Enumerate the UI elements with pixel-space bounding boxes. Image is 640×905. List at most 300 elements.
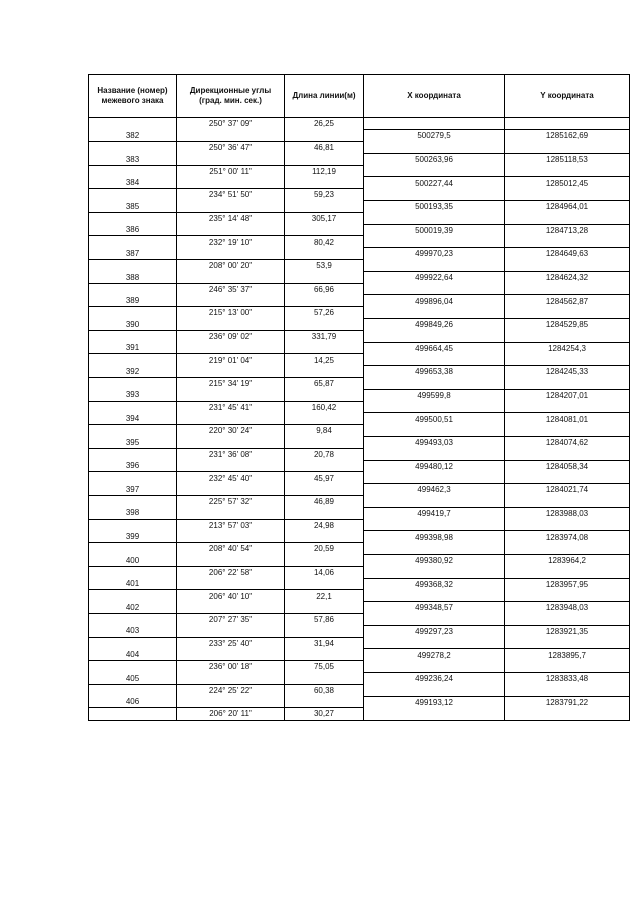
line-length: 31,94 bbox=[285, 637, 364, 649]
point-name-spacer bbox=[89, 378, 177, 390]
x-spacer bbox=[364, 613, 505, 625]
y-coordinate: 1283988,03 bbox=[505, 507, 630, 519]
direction-angle: 224° 25' 22" bbox=[177, 684, 285, 696]
segment-row bbox=[89, 330, 630, 342]
angle-spacer bbox=[177, 696, 285, 708]
angle-spacer bbox=[177, 201, 285, 213]
point-row bbox=[89, 460, 630, 472]
point-name-spacer bbox=[89, 684, 177, 696]
length-spacer bbox=[285, 672, 364, 684]
y-coordinate: 1283948,03 bbox=[505, 602, 630, 614]
y-coordinate: 1284021,74 bbox=[505, 484, 630, 496]
y-spacer bbox=[505, 142, 630, 154]
x-spacer bbox=[364, 590, 505, 602]
point-row bbox=[89, 130, 630, 142]
line-length: 112,19 bbox=[285, 165, 364, 177]
direction-angle: 250° 36' 47" bbox=[177, 142, 285, 154]
y-coordinate: 1284254,3 bbox=[505, 342, 630, 354]
line-length: 30,27 bbox=[285, 708, 364, 720]
x-spacer bbox=[364, 142, 505, 154]
x-spacer bbox=[364, 519, 505, 531]
length-spacer bbox=[285, 460, 364, 472]
x-spacer bbox=[364, 236, 505, 248]
x-spacer bbox=[364, 708, 505, 720]
direction-angle: 219° 01' 04" bbox=[177, 354, 285, 366]
segment-row bbox=[89, 236, 630, 248]
point-name: 397 bbox=[89, 484, 177, 496]
point-name-spacer bbox=[89, 142, 177, 154]
point-name-spacer bbox=[89, 566, 177, 578]
length-spacer bbox=[285, 130, 364, 142]
length-spacer bbox=[285, 413, 364, 425]
point-row bbox=[89, 507, 630, 519]
segment-row bbox=[89, 613, 630, 625]
point-name: 389 bbox=[89, 295, 177, 307]
angle-spacer bbox=[177, 484, 285, 496]
x-spacer bbox=[364, 330, 505, 342]
point-name: 405 bbox=[89, 672, 177, 684]
point-name-spacer bbox=[89, 401, 177, 413]
point-name: 394 bbox=[89, 413, 177, 425]
y-spacer bbox=[505, 401, 630, 413]
y-coordinate: 1283964,2 bbox=[505, 554, 630, 566]
length-spacer bbox=[285, 578, 364, 590]
segment-row bbox=[89, 378, 630, 390]
table-body bbox=[89, 118, 630, 721]
point-name: 383 bbox=[89, 153, 177, 165]
segment-row bbox=[89, 472, 630, 484]
y-coordinate: 1285162,69 bbox=[505, 130, 630, 142]
point-name-spacer bbox=[89, 212, 177, 224]
length-spacer bbox=[285, 295, 364, 307]
angle-spacer bbox=[177, 271, 285, 283]
direction-angle: 220° 30' 24" bbox=[177, 425, 285, 437]
direction-angle: 208° 40' 54" bbox=[177, 543, 285, 555]
point-row bbox=[89, 271, 630, 283]
point-name-spacer bbox=[89, 425, 177, 437]
line-length: 22,1 bbox=[285, 590, 364, 602]
y-coordinate: 1283791,22 bbox=[505, 696, 630, 708]
line-length: 46,81 bbox=[285, 142, 364, 154]
x-coordinate: 500263,96 bbox=[364, 153, 505, 165]
point-row bbox=[89, 602, 630, 614]
y-coordinate: 1284649,63 bbox=[505, 248, 630, 260]
point-name: 382 bbox=[89, 130, 177, 142]
point-name-spacer bbox=[89, 448, 177, 460]
y-coordinate: 1284562,87 bbox=[505, 295, 630, 307]
point-name-spacer bbox=[89, 543, 177, 555]
angle-spacer bbox=[177, 130, 285, 142]
point-name: 384 bbox=[89, 177, 177, 189]
x-coordinate: 499480,12 bbox=[364, 460, 505, 472]
line-length: 20,59 bbox=[285, 543, 364, 555]
x-spacer bbox=[364, 165, 505, 177]
segment-row bbox=[89, 590, 630, 602]
line-length: 331,79 bbox=[285, 330, 364, 342]
point-name: 391 bbox=[89, 342, 177, 354]
direction-angle: 236° 00' 18" bbox=[177, 661, 285, 673]
length-spacer bbox=[285, 602, 364, 614]
point-row bbox=[89, 319, 630, 331]
angle-spacer bbox=[177, 342, 285, 354]
direction-angle: 246° 35' 37" bbox=[177, 283, 285, 295]
x-coordinate: 499236,24 bbox=[364, 672, 505, 684]
point-row bbox=[89, 389, 630, 401]
point-name-spacer bbox=[89, 118, 177, 130]
point-name-spacer bbox=[89, 661, 177, 673]
y-spacer bbox=[505, 425, 630, 437]
line-length: 46,89 bbox=[285, 496, 364, 508]
point-row bbox=[89, 413, 630, 425]
line-length: 45,97 bbox=[285, 472, 364, 484]
y-spacer bbox=[505, 661, 630, 673]
length-spacer bbox=[285, 201, 364, 213]
x-spacer bbox=[364, 354, 505, 366]
line-length: 9,84 bbox=[285, 425, 364, 437]
segment-row bbox=[89, 425, 630, 437]
segment-row bbox=[89, 637, 630, 649]
angle-spacer bbox=[177, 602, 285, 614]
y-spacer bbox=[505, 684, 630, 696]
angle-spacer bbox=[177, 177, 285, 189]
x-spacer bbox=[364, 401, 505, 413]
x-coordinate: 499653,38 bbox=[364, 366, 505, 378]
y-coordinate: 1284624,32 bbox=[505, 271, 630, 283]
direction-angle: 231° 36' 08" bbox=[177, 448, 285, 460]
y-coordinate: 1284058,34 bbox=[505, 460, 630, 472]
point-name-spacer bbox=[89, 307, 177, 319]
point-row bbox=[89, 201, 630, 213]
segment-row bbox=[89, 212, 630, 224]
x-coordinate: 499493,03 bbox=[364, 437, 505, 449]
angle-spacer bbox=[177, 578, 285, 590]
segment-row bbox=[89, 165, 630, 177]
point-row bbox=[89, 177, 630, 189]
y-spacer bbox=[505, 543, 630, 555]
y-spacer bbox=[505, 637, 630, 649]
y-spacer bbox=[505, 118, 630, 130]
point-name: 400 bbox=[89, 554, 177, 566]
y-coordinate: 1285118,53 bbox=[505, 153, 630, 165]
line-length: 75,05 bbox=[285, 661, 364, 673]
angle-spacer bbox=[177, 295, 285, 307]
y-coordinate: 1283921,35 bbox=[505, 625, 630, 637]
point-name: 393 bbox=[89, 389, 177, 401]
point-name-spacer bbox=[89, 637, 177, 649]
x-coordinate: 499970,23 bbox=[364, 248, 505, 260]
angle-spacer bbox=[177, 531, 285, 543]
direction-angle: 232° 19' 10" bbox=[177, 236, 285, 248]
segment-row bbox=[89, 283, 630, 295]
x-coordinate: 499368,32 bbox=[364, 578, 505, 590]
x-coordinate: 500193,35 bbox=[364, 201, 505, 213]
x-spacer bbox=[364, 472, 505, 484]
header-length: Длина линии(м) bbox=[285, 75, 364, 118]
x-spacer bbox=[364, 189, 505, 201]
y-coordinate: 1283895,7 bbox=[505, 649, 630, 661]
point-row bbox=[89, 649, 630, 661]
point-row bbox=[89, 554, 630, 566]
line-length: 24,98 bbox=[285, 519, 364, 531]
direction-angle: 236° 09' 02" bbox=[177, 330, 285, 342]
line-length: 60,38 bbox=[285, 684, 364, 696]
line-length: 26,25 bbox=[285, 118, 364, 130]
direction-angle: 225° 57' 32" bbox=[177, 496, 285, 508]
angle-spacer bbox=[177, 649, 285, 661]
direction-angle: 208° 00' 20" bbox=[177, 260, 285, 272]
y-coordinate: 1284081,01 bbox=[505, 413, 630, 425]
direction-angle: 233° 25' 40" bbox=[177, 637, 285, 649]
length-spacer bbox=[285, 554, 364, 566]
segment-row bbox=[89, 307, 630, 319]
line-length: 160,42 bbox=[285, 401, 364, 413]
angle-spacer bbox=[177, 153, 285, 165]
y-spacer bbox=[505, 236, 630, 248]
point-name-spacer bbox=[89, 260, 177, 272]
point-name: 392 bbox=[89, 366, 177, 378]
y-coordinate: 1283957,95 bbox=[505, 578, 630, 590]
y-coordinate: 1283833,48 bbox=[505, 672, 630, 684]
x-spacer bbox=[364, 496, 505, 508]
x-coordinate: 499922,64 bbox=[364, 271, 505, 283]
point-row bbox=[89, 578, 630, 590]
point-name: 403 bbox=[89, 625, 177, 637]
angle-spacer bbox=[177, 248, 285, 260]
direction-angle: 207° 27' 35" bbox=[177, 613, 285, 625]
direction-angle: 206° 40' 10" bbox=[177, 590, 285, 602]
x-spacer bbox=[364, 118, 505, 130]
direction-angle: 250° 37' 09" bbox=[177, 118, 285, 130]
angle-spacer bbox=[177, 366, 285, 378]
angle-spacer bbox=[177, 437, 285, 449]
angle-spacer bbox=[177, 389, 285, 401]
point-row bbox=[89, 224, 630, 236]
point-name: 401 bbox=[89, 578, 177, 590]
segment-row bbox=[89, 496, 630, 508]
angle-spacer bbox=[177, 625, 285, 637]
angle-spacer bbox=[177, 224, 285, 236]
y-coordinate: 1284529,85 bbox=[505, 319, 630, 331]
point-name: 402 bbox=[89, 602, 177, 614]
y-spacer bbox=[505, 283, 630, 295]
direction-angle: 213° 57' 03" bbox=[177, 519, 285, 531]
x-coordinate: 499664,45 bbox=[364, 342, 505, 354]
header-y: Y координата bbox=[505, 75, 630, 118]
y-spacer bbox=[505, 566, 630, 578]
header-name: Название (номер) межевого знака bbox=[89, 75, 177, 118]
point-name: 385 bbox=[89, 201, 177, 213]
point-row bbox=[89, 153, 630, 165]
point-name-spacer bbox=[89, 165, 177, 177]
y-spacer bbox=[505, 212, 630, 224]
x-coordinate: 500279,5 bbox=[364, 130, 505, 142]
angle-spacer bbox=[177, 413, 285, 425]
segment-row bbox=[89, 519, 630, 531]
length-spacer bbox=[285, 649, 364, 661]
segment-row bbox=[89, 401, 630, 413]
direction-angle: 231° 45' 41" bbox=[177, 401, 285, 413]
y-spacer bbox=[505, 307, 630, 319]
x-spacer bbox=[364, 283, 505, 295]
length-spacer bbox=[285, 531, 364, 543]
x-spacer bbox=[364, 425, 505, 437]
length-spacer bbox=[285, 625, 364, 637]
direction-angle: 234° 51' 50" bbox=[177, 189, 285, 201]
line-length: 80,42 bbox=[285, 236, 364, 248]
x-spacer bbox=[364, 684, 505, 696]
line-length: 59,23 bbox=[285, 189, 364, 201]
point-name: 396 bbox=[89, 460, 177, 472]
length-spacer bbox=[285, 153, 364, 165]
point-row bbox=[89, 437, 630, 449]
y-spacer bbox=[505, 448, 630, 460]
angle-spacer bbox=[177, 460, 285, 472]
direction-angle: 215° 34' 19" bbox=[177, 378, 285, 390]
length-spacer bbox=[285, 437, 364, 449]
direction-angle: 251° 00' 11" bbox=[177, 165, 285, 177]
point-name-spacer bbox=[89, 189, 177, 201]
length-spacer bbox=[285, 319, 364, 331]
x-spacer bbox=[364, 566, 505, 578]
y-coordinate: 1285012,45 bbox=[505, 177, 630, 189]
point-row bbox=[89, 295, 630, 307]
header-angle: Дирекционные углы (град. мин. сек.) bbox=[177, 75, 285, 118]
point-name: 390 bbox=[89, 319, 177, 331]
line-length: 305,17 bbox=[285, 212, 364, 224]
y-coordinate: 1284713,28 bbox=[505, 224, 630, 236]
x-spacer bbox=[364, 212, 505, 224]
point-name: 386 bbox=[89, 224, 177, 236]
segment-row bbox=[89, 118, 630, 130]
header-x: X координата bbox=[364, 75, 505, 118]
y-spacer bbox=[505, 260, 630, 272]
x-spacer bbox=[364, 448, 505, 460]
length-spacer bbox=[285, 507, 364, 519]
length-spacer bbox=[285, 271, 364, 283]
point-name-spacer bbox=[89, 472, 177, 484]
y-spacer bbox=[505, 354, 630, 366]
segment-row bbox=[89, 260, 630, 272]
point-row bbox=[89, 342, 630, 354]
x-spacer bbox=[364, 260, 505, 272]
point-row bbox=[89, 696, 630, 708]
point-name-spacer bbox=[89, 613, 177, 625]
angle-spacer bbox=[177, 319, 285, 331]
point-name: 404 bbox=[89, 649, 177, 661]
x-coordinate: 499193,12 bbox=[364, 696, 505, 708]
y-coordinate: 1284964,01 bbox=[505, 201, 630, 213]
point-name-spacer bbox=[89, 330, 177, 342]
y-spacer bbox=[505, 330, 630, 342]
x-coordinate: 499896,04 bbox=[364, 295, 505, 307]
angle-spacer bbox=[177, 507, 285, 519]
y-coordinate: 1283974,08 bbox=[505, 531, 630, 543]
point-row bbox=[89, 625, 630, 637]
x-coordinate: 499500,51 bbox=[364, 413, 505, 425]
y-spacer bbox=[505, 189, 630, 201]
point-row bbox=[89, 366, 630, 378]
x-spacer bbox=[364, 543, 505, 555]
point-name-spacer bbox=[89, 236, 177, 248]
direction-angle: 235° 14' 48" bbox=[177, 212, 285, 224]
segment-row bbox=[89, 543, 630, 555]
point-name: 388 bbox=[89, 271, 177, 283]
y-spacer bbox=[505, 590, 630, 602]
line-length: 66,96 bbox=[285, 283, 364, 295]
point-name: 406 bbox=[89, 696, 177, 708]
angle-spacer bbox=[177, 554, 285, 566]
length-spacer bbox=[285, 389, 364, 401]
x-spacer bbox=[364, 661, 505, 673]
x-coordinate: 500227,44 bbox=[364, 177, 505, 189]
length-spacer bbox=[285, 484, 364, 496]
point-name: 387 bbox=[89, 248, 177, 260]
direction-angle: 206° 20' 11" bbox=[177, 708, 285, 720]
direction-angle: 215° 13' 00" bbox=[177, 307, 285, 319]
length-spacer bbox=[285, 342, 364, 354]
length-spacer bbox=[285, 248, 364, 260]
x-coordinate: 499278,2 bbox=[364, 649, 505, 661]
line-length: 65,87 bbox=[285, 378, 364, 390]
y-coordinate: 1284207,01 bbox=[505, 389, 630, 401]
point-name-spacer bbox=[89, 496, 177, 508]
line-length: 53,9 bbox=[285, 260, 364, 272]
point-name: 399 bbox=[89, 531, 177, 543]
x-spacer bbox=[364, 307, 505, 319]
point-name-spacer bbox=[89, 590, 177, 602]
line-length: 57,26 bbox=[285, 307, 364, 319]
segment-row bbox=[89, 684, 630, 696]
x-coordinate: 499462,3 bbox=[364, 484, 505, 496]
point-row bbox=[89, 248, 630, 260]
angle-spacer bbox=[177, 672, 285, 684]
point-name: 398 bbox=[89, 507, 177, 519]
y-spacer bbox=[505, 708, 630, 720]
point-row bbox=[89, 672, 630, 684]
point-name: 395 bbox=[89, 437, 177, 449]
direction-angle: 232° 45' 40" bbox=[177, 472, 285, 484]
x-coordinate: 499419,7 bbox=[364, 507, 505, 519]
segment-row bbox=[89, 354, 630, 366]
x-coordinate: 499297,23 bbox=[364, 625, 505, 637]
x-coordinate: 499380,92 bbox=[364, 554, 505, 566]
length-spacer bbox=[285, 696, 364, 708]
direction-angle: 206° 22' 58" bbox=[177, 566, 285, 578]
x-coordinate: 499599,8 bbox=[364, 389, 505, 401]
line-length: 14,25 bbox=[285, 354, 364, 366]
segment-row bbox=[89, 448, 630, 460]
segment-row bbox=[89, 708, 630, 720]
point-row bbox=[89, 531, 630, 543]
y-coordinate: 1284245,33 bbox=[505, 366, 630, 378]
length-spacer bbox=[285, 366, 364, 378]
line-length: 14,06 bbox=[285, 566, 364, 578]
length-spacer bbox=[285, 177, 364, 189]
line-length: 57,86 bbox=[285, 613, 364, 625]
x-coordinate: 499849,26 bbox=[364, 319, 505, 331]
point-name-spacer bbox=[89, 354, 177, 366]
segment-row bbox=[89, 566, 630, 578]
segment-row bbox=[89, 189, 630, 201]
point-row bbox=[89, 484, 630, 496]
length-spacer bbox=[285, 224, 364, 236]
y-spacer bbox=[505, 472, 630, 484]
line-length: 20,78 bbox=[285, 448, 364, 460]
y-spacer bbox=[505, 519, 630, 531]
point-name-spacer bbox=[89, 283, 177, 295]
segment-row bbox=[89, 142, 630, 154]
x-spacer bbox=[364, 637, 505, 649]
